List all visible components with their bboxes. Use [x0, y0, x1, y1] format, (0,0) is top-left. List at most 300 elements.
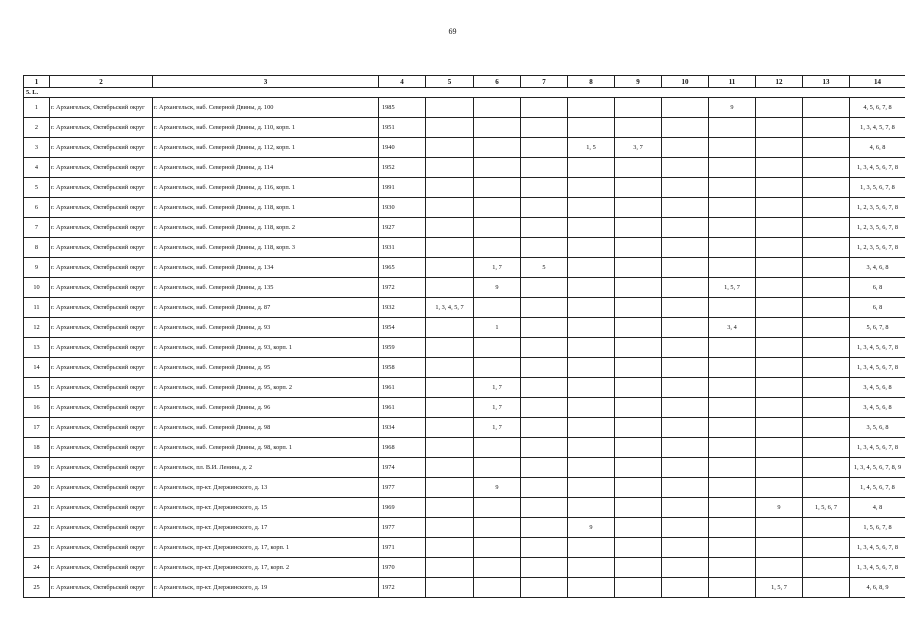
cell-c6: 9 — [474, 278, 521, 298]
cell-n: 2 — [24, 118, 50, 138]
cell-c5 — [426, 118, 474, 138]
cell-c14: 1, 3, 4, 5, 7, 8 — [850, 118, 905, 138]
cell-addr: г. Архангельск, наб. Северной Двины, д. 110, корп. 1 — [153, 118, 379, 138]
cell-c5 — [426, 438, 474, 458]
cell-c14: 1, 3, 5, 6, 7, 8 — [850, 178, 905, 198]
cell-c5 — [426, 518, 474, 538]
cell-c7 — [521, 418, 568, 438]
cell-addr: г. Архангельск, наб. Северной Двины, д. 116, корп. 1 — [153, 178, 379, 198]
cell-c11 — [709, 138, 756, 158]
cell-c13 — [803, 258, 850, 278]
cell-c11 — [709, 398, 756, 418]
cell-c10 — [662, 98, 709, 118]
cell-addr: г. Архангельск, наб. Северной Двины, д. 118, корп. 3 — [153, 238, 379, 258]
table-row — [24, 218, 905, 238]
table-row — [24, 558, 905, 578]
cell-n: 11 — [24, 298, 50, 318]
cell-okrug: г. Архангельск, Октябрьский округ — [50, 538, 153, 558]
cell-n: 20 — [24, 478, 50, 498]
cell-okrug: г. Архангельск, Октябрьский округ — [50, 578, 153, 598]
cell-c12 — [756, 538, 803, 558]
cell-c6: 1, 7 — [474, 418, 521, 438]
cell-c5 — [426, 358, 474, 378]
cell-c10 — [662, 558, 709, 578]
cell-c13 — [803, 98, 850, 118]
cell-c12 — [756, 438, 803, 458]
cell-c13 — [803, 478, 850, 498]
cell-c7 — [521, 438, 568, 458]
cell-n: 7 — [24, 218, 50, 238]
cell-c8: 9 — [568, 518, 615, 538]
cell-c11 — [709, 538, 756, 558]
cell-n: 10 — [24, 278, 50, 298]
cell-c14: 5, 6, 7, 8 — [850, 318, 905, 338]
cell-c11 — [709, 118, 756, 138]
cell-c13 — [803, 558, 850, 578]
cell-c11: 1, 5, 7 — [709, 278, 756, 298]
cell-year: 1952 — [379, 158, 426, 178]
cell-c9 — [615, 118, 662, 138]
cell-year: 1958 — [379, 358, 426, 378]
cell-c5 — [426, 258, 474, 278]
section-row — [24, 88, 905, 98]
cell-c11 — [709, 338, 756, 358]
cell-c14: 1, 3, 4, 5, 6, 7, 8 — [850, 338, 905, 358]
cell-year: 1940 — [379, 138, 426, 158]
cell-c14: 1, 5, 6, 7, 8 — [850, 518, 905, 538]
cell-year: 1934 — [379, 418, 426, 438]
cell-c7 — [521, 478, 568, 498]
cell-c6: 1, 7 — [474, 258, 521, 278]
cell-c13 — [803, 158, 850, 178]
cell-c12 — [756, 358, 803, 378]
table-row — [24, 398, 905, 418]
cell-c11 — [709, 438, 756, 458]
cell-year: 1961 — [379, 378, 426, 398]
cell-year: 1927 — [379, 218, 426, 238]
cell-year: 1954 — [379, 318, 426, 338]
cell-c13 — [803, 358, 850, 378]
cell-c6 — [474, 298, 521, 318]
cell-c9 — [615, 338, 662, 358]
cell-c6 — [474, 458, 521, 478]
cell-addr: г. Архангельск, наб. Северной Двины, д. 118, корп. 1 — [153, 198, 379, 218]
table-row — [24, 478, 905, 498]
cell-c6 — [474, 558, 521, 578]
cell-c12 — [756, 458, 803, 478]
cell-okrug: г. Архангельск, Октябрьский округ — [50, 498, 153, 518]
cell-c14: 4, 8 — [850, 498, 905, 518]
table-row — [24, 378, 905, 398]
cell-c9 — [615, 558, 662, 578]
cell-c6 — [474, 198, 521, 218]
cell-addr: г. Архангельск, наб. Северной Двины, д. 96 — [153, 398, 379, 418]
cell-c6: 1, 7 — [474, 398, 521, 418]
cell-c11 — [709, 258, 756, 278]
cell-c8 — [568, 198, 615, 218]
cell-c10 — [662, 118, 709, 138]
cell-c9 — [615, 218, 662, 238]
cell-c14: 3, 4, 6, 8 — [850, 258, 905, 278]
cell-c7 — [521, 378, 568, 398]
cell-c9 — [615, 518, 662, 538]
cell-c7 — [521, 518, 568, 538]
cell-c9 — [615, 258, 662, 278]
cell-n: 12 — [24, 318, 50, 338]
cell-c10 — [662, 458, 709, 478]
cell-okrug: г. Архангельск, Октябрьский округ — [50, 438, 153, 458]
cell-okrug: г. Архангельск, Октябрьский округ — [50, 298, 153, 318]
cell-c7 — [521, 498, 568, 518]
table-row — [24, 98, 905, 118]
cell-okrug: г. Архангельск, Октябрьский округ — [50, 158, 153, 178]
cell-c6 — [474, 118, 521, 138]
cell-n: 13 — [24, 338, 50, 358]
cell-c7 — [521, 238, 568, 258]
cell-addr: г. Архангельск, наб. Северной Двины, д. 93 — [153, 318, 379, 338]
cell-c7 — [521, 578, 568, 598]
cell-c9 — [615, 398, 662, 418]
cell-c8: 1, 5 — [568, 138, 615, 158]
cell-c10 — [662, 318, 709, 338]
cell-c10 — [662, 178, 709, 198]
cell-c8 — [568, 358, 615, 378]
cell-c5 — [426, 338, 474, 358]
cell-c9 — [615, 418, 662, 438]
cell-n: 18 — [24, 438, 50, 458]
cell-c5 — [426, 458, 474, 478]
cell-c8 — [568, 498, 615, 518]
cell-c11 — [709, 178, 756, 198]
cell-okrug: г. Архангельск, Октябрьский округ — [50, 118, 153, 138]
cell-okrug: г. Архангельск, Октябрьский округ — [50, 318, 153, 338]
cell-c11: 9 — [709, 98, 756, 118]
cell-c7 — [521, 118, 568, 138]
column-header: 10 — [662, 76, 709, 88]
table-row — [24, 198, 905, 218]
cell-c12 — [756, 138, 803, 158]
cell-n: 6 — [24, 198, 50, 218]
cell-c9 — [615, 198, 662, 218]
cell-c12 — [756, 178, 803, 198]
table-row — [24, 498, 905, 518]
cell-c9 — [615, 98, 662, 118]
cell-c8 — [568, 478, 615, 498]
cell-c5 — [426, 198, 474, 218]
cell-c8 — [568, 238, 615, 258]
table-row — [24, 458, 905, 478]
cell-year: 1968 — [379, 438, 426, 458]
cell-c7 — [521, 458, 568, 478]
cell-c12 — [756, 238, 803, 258]
column-header: 11 — [709, 76, 756, 88]
cell-c13 — [803, 518, 850, 538]
table-row — [24, 518, 905, 538]
cell-c11 — [709, 158, 756, 178]
cell-c8 — [568, 578, 615, 598]
cell-c14: 1, 3, 4, 5, 6, 7, 8 — [850, 158, 905, 178]
cell-c12: 1, 5, 7 — [756, 578, 803, 598]
cell-c13 — [803, 238, 850, 258]
cell-c11 — [709, 498, 756, 518]
cell-c8 — [568, 338, 615, 358]
cell-c9: 3, 7 — [615, 138, 662, 158]
cell-c14: 6, 8 — [850, 298, 905, 318]
cell-okrug: г. Архангельск, Октябрьский округ — [50, 398, 153, 418]
cell-c12 — [756, 478, 803, 498]
cell-c5 — [426, 238, 474, 258]
section-label: 5. L. — [24, 88, 905, 98]
cell-year: 1965 — [379, 258, 426, 278]
cell-c6 — [474, 158, 521, 178]
cell-c11 — [709, 458, 756, 478]
cell-c12 — [756, 198, 803, 218]
cell-c13 — [803, 398, 850, 418]
cell-n: 25 — [24, 578, 50, 598]
cell-n: 16 — [24, 398, 50, 418]
cell-c14: 4, 5, 6, 7, 8 — [850, 98, 905, 118]
cell-year: 1991 — [379, 178, 426, 198]
cell-year: 1985 — [379, 98, 426, 118]
cell-c11 — [709, 298, 756, 318]
table-row — [24, 158, 905, 178]
cell-c13: 1, 5, 6, 7 — [803, 498, 850, 518]
column-header: 3 — [153, 76, 379, 88]
cell-c12 — [756, 558, 803, 578]
cell-okrug: г. Архангельск, Октябрьский округ — [50, 478, 153, 498]
cell-c5 — [426, 498, 474, 518]
cell-c7 — [521, 558, 568, 578]
cell-year: 1932 — [379, 298, 426, 318]
column-header: 8 — [568, 76, 615, 88]
cell-c10 — [662, 358, 709, 378]
cell-okrug: г. Архангельск, Октябрьский округ — [50, 238, 153, 258]
cell-c10 — [662, 198, 709, 218]
cell-c5 — [426, 318, 474, 338]
cell-c6: 9 — [474, 478, 521, 498]
cell-c13 — [803, 218, 850, 238]
cell-c5 — [426, 98, 474, 118]
cell-addr: г. Архангельск, наб. Северной Двины, д. 114 — [153, 158, 379, 178]
cell-c10 — [662, 538, 709, 558]
table-row — [24, 258, 905, 278]
cell-year: 1977 — [379, 478, 426, 498]
cell-okrug: г. Архангельск, Октябрьский округ — [50, 258, 153, 278]
cell-c12 — [756, 118, 803, 138]
cell-c10 — [662, 298, 709, 318]
column-header: 14 — [850, 76, 905, 88]
cell-okrug: г. Архангельск, Октябрьский округ — [50, 278, 153, 298]
cell-c14: 4, 6, 8, 9 — [850, 578, 905, 598]
cell-addr: г. Архангельск, пр-кт. Дзержинского, д. 17, корп. 1 — [153, 538, 379, 558]
cell-c5 — [426, 218, 474, 238]
cell-addr: г. Архангельск, наб. Северной Двины, д. 95, корп. 2 — [153, 378, 379, 398]
cell-n: 8 — [24, 238, 50, 258]
cell-okrug: г. Архангельск, Октябрьский округ — [50, 218, 153, 238]
cell-c6 — [474, 218, 521, 238]
cell-c13 — [803, 338, 850, 358]
cell-c9 — [615, 578, 662, 598]
cell-c11 — [709, 418, 756, 438]
cell-c7 — [521, 358, 568, 378]
cell-addr: г. Архангельск, наб. Северной Двины, д. 95 — [153, 358, 379, 378]
cell-c12 — [756, 398, 803, 418]
table-row — [24, 318, 905, 338]
cell-c14: 6, 8 — [850, 278, 905, 298]
cell-c14: 1, 3, 4, 5, 6, 7, 8 — [850, 438, 905, 458]
cell-c12 — [756, 158, 803, 178]
cell-c9 — [615, 278, 662, 298]
cell-c6 — [474, 438, 521, 458]
cell-c8 — [568, 378, 615, 398]
cell-c10 — [662, 498, 709, 518]
cell-c10 — [662, 518, 709, 538]
cell-c8 — [568, 418, 615, 438]
cell-c11 — [709, 378, 756, 398]
cell-addr: г. Архангельск, наб. Северной Двины, д. 93, корп. 1 — [153, 338, 379, 358]
column-header: 9 — [615, 76, 662, 88]
cell-c14: 3, 4, 5, 6, 8 — [850, 398, 905, 418]
cell-n: 22 — [24, 518, 50, 538]
column-header: 1 — [24, 76, 50, 88]
cell-c5 — [426, 378, 474, 398]
column-header: 6 — [474, 76, 521, 88]
cell-c12 — [756, 378, 803, 398]
cell-c9 — [615, 458, 662, 478]
cell-year: 1930 — [379, 198, 426, 218]
cell-c11 — [709, 558, 756, 578]
page-number: 69 — [448, 27, 457, 36]
cell-c14: 3, 4, 5, 6, 8 — [850, 378, 905, 398]
cell-okrug: г. Архангельск, Октябрьский округ — [50, 338, 153, 358]
cell-c12 — [756, 418, 803, 438]
cell-c12 — [756, 258, 803, 278]
cell-c12 — [756, 338, 803, 358]
cell-c6 — [474, 538, 521, 558]
cell-addr: г. Архангельск, наб. Северной Двины, д. 118, корп. 2 — [153, 218, 379, 238]
cell-c9 — [615, 298, 662, 318]
cell-c6 — [474, 518, 521, 538]
cell-year: 1972 — [379, 578, 426, 598]
cell-c11 — [709, 218, 756, 238]
cell-n: 23 — [24, 538, 50, 558]
cell-c7 — [521, 318, 568, 338]
cell-c7 — [521, 158, 568, 178]
cell-c13 — [803, 318, 850, 338]
table-row — [24, 418, 905, 438]
cell-c12: 9 — [756, 498, 803, 518]
cell-okrug: г. Архангельск, Октябрьский округ — [50, 558, 153, 578]
cell-c11 — [709, 358, 756, 378]
cell-addr: г. Архангельск, наб. Северной Двины, д. 112, корп. 1 — [153, 138, 379, 158]
cell-c13 — [803, 198, 850, 218]
cell-c7: 5 — [521, 258, 568, 278]
cell-c12 — [756, 278, 803, 298]
cell-c8 — [568, 158, 615, 178]
cell-year: 1971 — [379, 538, 426, 558]
cell-year: 1972 — [379, 278, 426, 298]
cell-c14: 1, 2, 3, 5, 6, 7, 8 — [850, 238, 905, 258]
table-row — [24, 538, 905, 558]
cell-c9 — [615, 158, 662, 178]
cell-c10 — [662, 238, 709, 258]
table-row — [24, 118, 905, 138]
cell-c11 — [709, 478, 756, 498]
cell-c14: 1, 2, 3, 5, 6, 7, 8 — [850, 218, 905, 238]
cell-c6 — [474, 578, 521, 598]
cell-c14: 1, 3, 4, 5, 6, 7, 8 — [850, 358, 905, 378]
cell-c5 — [426, 278, 474, 298]
cell-c5 — [426, 538, 474, 558]
cell-c14: 1, 2, 3, 5, 6, 7, 8 — [850, 198, 905, 218]
cell-addr: г. Архангельск, пр-кт. Дзержинского, д. 17 — [153, 518, 379, 538]
cell-c6 — [474, 178, 521, 198]
column-header: 4 — [379, 76, 426, 88]
cell-year: 1961 — [379, 398, 426, 418]
cell-c7 — [521, 138, 568, 158]
cell-c11: 3, 4 — [709, 318, 756, 338]
cell-year: 1974 — [379, 458, 426, 478]
cell-c14: 3, 5, 6, 8 — [850, 418, 905, 438]
cell-c6 — [474, 338, 521, 358]
cell-okrug: г. Архангельск, Октябрьский округ — [50, 378, 153, 398]
cell-c7 — [521, 398, 568, 418]
cell-n: 14 — [24, 358, 50, 378]
cell-c6 — [474, 98, 521, 118]
cell-c5 — [426, 478, 474, 498]
cell-c8 — [568, 278, 615, 298]
cell-c13 — [803, 378, 850, 398]
cell-c14: 1, 3, 4, 5, 6, 7, 8, 9 — [850, 458, 905, 478]
cell-addr: г. Архангельск, наб. Северной Двины, д. 135 — [153, 278, 379, 298]
cell-addr: г. Архангельск, пр-кт. Дзержинского, д. 13 — [153, 478, 379, 498]
cell-year: 1969 — [379, 498, 426, 518]
cell-c9 — [615, 358, 662, 378]
cell-c13 — [803, 298, 850, 318]
cell-c14: 1, 4, 5, 6, 7, 8 — [850, 478, 905, 498]
cell-addr: г. Архангельск, наб. Северной Двины, д. 100 — [153, 98, 379, 118]
cell-okrug: г. Архангельск, Октябрьский округ — [50, 98, 153, 118]
cell-c10 — [662, 258, 709, 278]
cell-n: 3 — [24, 138, 50, 158]
cell-c7 — [521, 338, 568, 358]
cell-okrug: г. Архангельск, Октябрьский округ — [50, 458, 153, 478]
cell-addr: г. Архангельск, пл. В.И. Ленина, д. 2 — [153, 458, 379, 478]
cell-year: 1970 — [379, 558, 426, 578]
cell-c8 — [568, 318, 615, 338]
cell-okrug: г. Архангельск, Октябрьский округ — [50, 138, 153, 158]
cell-c8 — [568, 398, 615, 418]
cell-n: 1 — [24, 98, 50, 118]
cell-addr: г. Архангельск, пр-кт. Дзержинского, д. 17, корп. 2 — [153, 558, 379, 578]
cell-c13 — [803, 458, 850, 478]
cell-n: 5 — [24, 178, 50, 198]
column-header: 2 — [50, 76, 153, 88]
cell-c7 — [521, 298, 568, 318]
cell-c12 — [756, 98, 803, 118]
cell-n: 24 — [24, 558, 50, 578]
cell-c11 — [709, 518, 756, 538]
cell-year: 1977 — [379, 518, 426, 538]
cell-c14: 1, 3, 4, 5, 6, 7, 8 — [850, 538, 905, 558]
cell-year: 1959 — [379, 338, 426, 358]
table-row — [24, 278, 905, 298]
cell-c9 — [615, 478, 662, 498]
cell-c8 — [568, 178, 615, 198]
cell-c10 — [662, 218, 709, 238]
table-row — [24, 238, 905, 258]
cell-c10 — [662, 138, 709, 158]
